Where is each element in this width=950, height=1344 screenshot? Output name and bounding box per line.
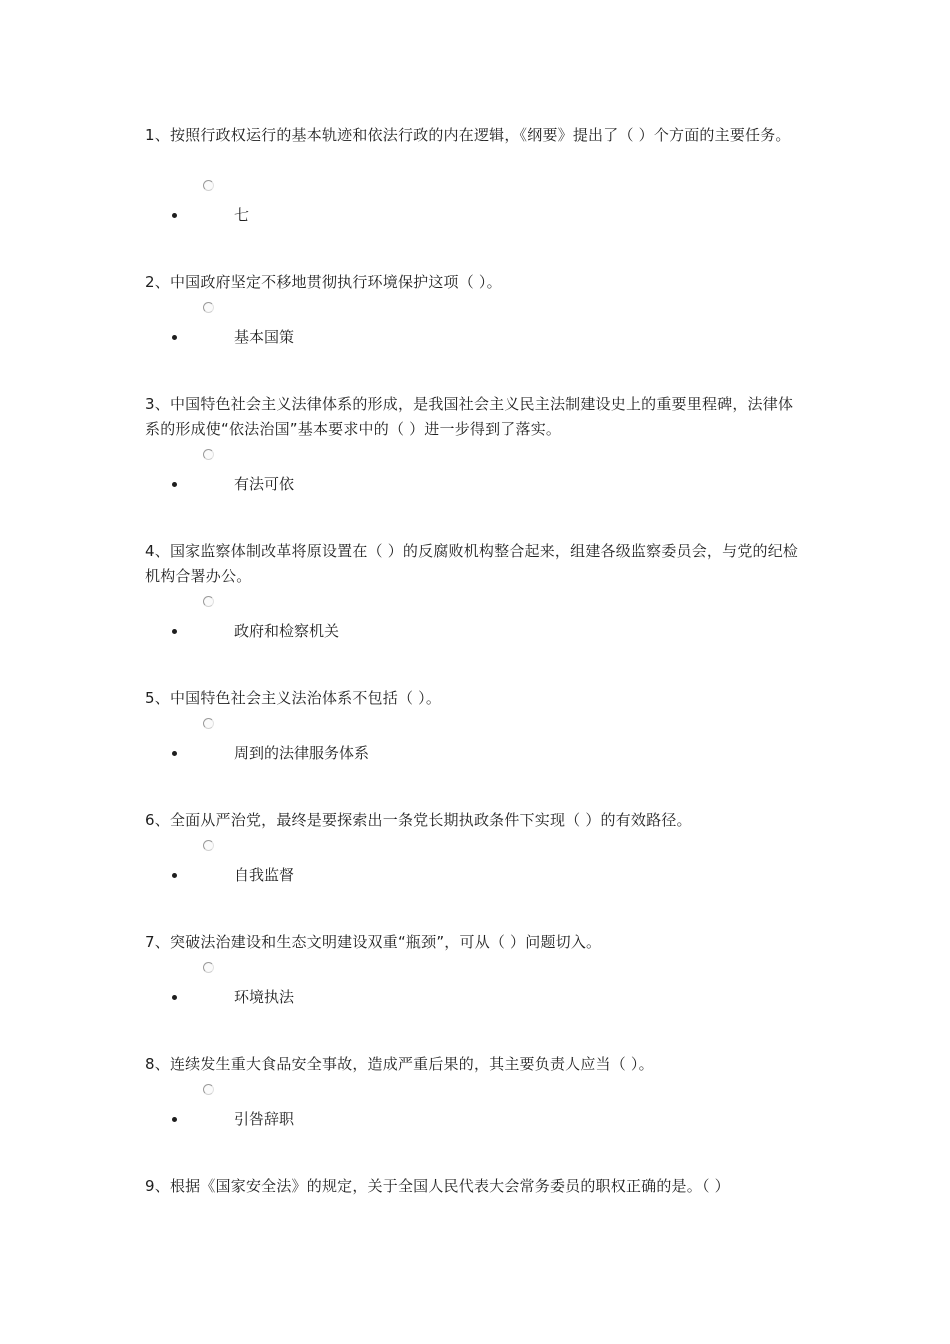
question-text: 5、中国特色社会主义法治体系不包括（ ）。 <box>145 689 442 707</box>
answer-option: 自我监督 <box>234 866 295 884</box>
answer-option: 有法可依 <box>234 475 295 493</box>
question-text: 4、国家监察体制改革将原设置在（ ）的反腐败机构整合起来，组建各级监察委员会，与党的纪检机构合署办公。 <box>145 542 799 585</box>
radio-button[interactable] <box>203 1084 214 1095</box>
radio-button[interactable] <box>203 718 214 729</box>
bullet-icon <box>172 482 177 487</box>
question-text: 3、中国特色社会主义法律体系的形成，是我国社会主义民主法制建设史上的重要里程碑，法律体系的形成使“依法治国”基本要求中的（ ）进一步得到了落实。 <box>145 395 794 438</box>
answer-option: 政府和检察机关 <box>234 622 340 640</box>
question-text: 1、按照行政权运行的基本轨迹和依法行政的内在逻辑，《纲要》提出了（ ）个方面的主要任务。 <box>145 126 791 144</box>
bullet-icon <box>172 873 177 878</box>
answer-option: 周到的法律服务体系 <box>234 744 370 762</box>
radio-button[interactable] <box>203 962 214 973</box>
answer-option: 七 <box>234 206 250 224</box>
radio-button[interactable] <box>203 596 214 607</box>
bullet-icon <box>172 995 177 1000</box>
bullet-icon <box>172 335 177 340</box>
answer-option: 基本国策 <box>234 328 295 346</box>
radio-button[interactable] <box>203 449 214 460</box>
question-text: 8、连续发生重大食品安全事故，造成严重后果的，其主要负责人应当（ ）。 <box>145 1055 654 1073</box>
bullet-icon <box>172 1117 177 1122</box>
bullet-icon <box>172 213 177 218</box>
bullet-icon <box>172 751 177 756</box>
question-text: 6、全面从严治党，最终是要探索出一条党长期执政条件下实现（ ）的有效路径。 <box>145 811 692 829</box>
question-text: 2、中国政府坚定不移地贯彻执行环境保护这项（ ）。 <box>145 273 502 291</box>
radio-button[interactable] <box>203 840 214 851</box>
question-text: 7、突破法治建设和生态文明建设双重“瓶颈”，可从（ ）问题切入。 <box>145 933 602 951</box>
radio-button[interactable] <box>203 302 214 313</box>
answer-option: 引咎辞职 <box>234 1110 295 1128</box>
question-text: 9、根据《国家安全法》的规定，关于全国人民代表大会常务委员的职权正确的是。（ ） <box>145 1177 730 1195</box>
answer-option: 环境执法 <box>234 988 295 1006</box>
bullet-icon <box>172 629 177 634</box>
radio-button[interactable] <box>203 180 214 191</box>
